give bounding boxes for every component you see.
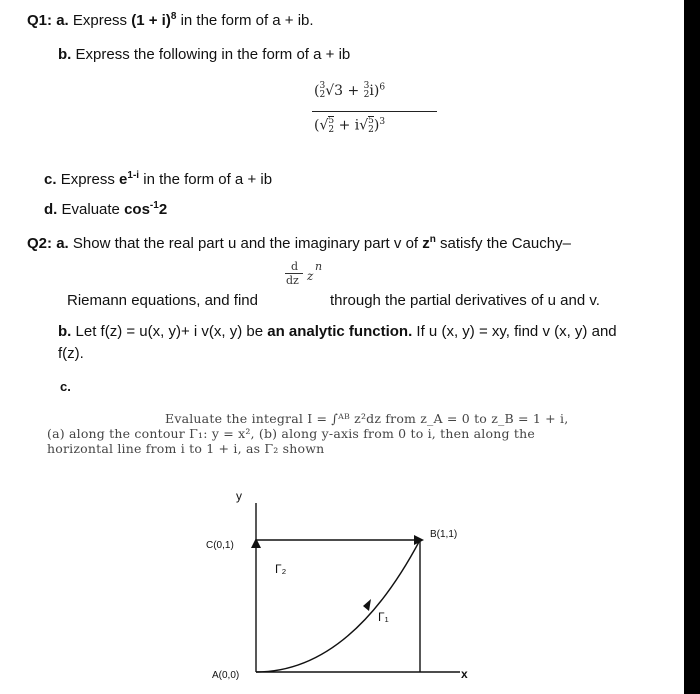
q1b-denominator: (√5 2 + i√5 2)$^3$ — [314, 116, 386, 135]
q2a-line2-before: Riemann equations, and find — [67, 292, 258, 309]
point-b-label: B(1,1) — [430, 529, 458, 540]
q2c-problem-line2: (a) along the contour Γ₁: y = x², (b) along y-axis from 0 to i, then along the — [47, 426, 535, 441]
q1-label: Q1: — [27, 12, 53, 29]
q2b-line2-text: f(z). — [58, 345, 84, 362]
q1c-prefix: c. — [44, 171, 57, 188]
q2c-prefix: c. — [60, 379, 71, 394]
q1d-func: cos — [124, 201, 150, 218]
q2-label: Q2: — [27, 235, 53, 252]
q1b-denominator-power: 3 — [379, 116, 386, 127]
x-axis-label: x — [461, 667, 468, 681]
q1a-text-after: in the form of a + ib. — [176, 12, 314, 29]
q2a-line1-before: Show that the real part u and the imaginary part v of — [72, 235, 423, 252]
q1d-arg: 2 — [158, 201, 168, 218]
q1c-exponent: 1-i — [127, 170, 140, 181]
deriv-denominator: dz — [286, 274, 299, 287]
q1a-text-before: Express — [72, 12, 132, 29]
q1b-numerator-power: 6 — [379, 82, 386, 93]
q2a-line2-after: through the partial derivatives of u and v. — [330, 292, 600, 309]
y-axis-label: y — [236, 489, 242, 503]
q1b-prefix: b. — [58, 46, 72, 63]
q2c-problem-line1: Evaluate the integral I = ∫ᴬᴮ z²dz from z_A = 0 to z_B = 1 + i, — [165, 411, 569, 426]
q1b-text: Express the following in the form of a + ib — [75, 46, 351, 63]
q2b-text-before: Let f(z) = u(x, y)+ i v(x, y) be — [75, 323, 268, 340]
q1a-exponent: 8 — [170, 11, 177, 22]
q2b-prefix: b. — [58, 323, 72, 340]
q2c-problem-line3: horizontal line from i to 1 + i, as Γ₂ shown — [47, 441, 325, 456]
deriv-exp: n — [315, 260, 323, 273]
q2a-zn-exp: n — [429, 234, 436, 245]
q1a-expr: (1 + i) — [131, 12, 171, 29]
deriv-var: z — [307, 269, 314, 283]
q2b-text-after: If u (x, y) = xy, find v (x, y) and — [412, 323, 617, 340]
q1b-numerator: (3 2√3 + 3 2i)$^6$ — [314, 81, 386, 100]
q2a-zn: z — [422, 235, 430, 252]
point-origin-label: A(0,0) — [212, 670, 240, 681]
gamma1-label: Γ₁ — [378, 610, 389, 624]
point-c-label: C(0,1) — [206, 540, 234, 551]
gamma2-label: Γ₂ — [275, 562, 287, 576]
q1d-exponent: -1 — [149, 200, 159, 211]
q2b-bold-text: an analytic function. — [267, 323, 413, 340]
q2a-line1-after: satisfy the Cauchy– — [435, 235, 571, 252]
q1c-text-before: Express — [60, 171, 120, 188]
q1d-text-before: Evaluate — [61, 201, 125, 218]
right-border — [684, 0, 700, 694]
deriv-numerator: d — [291, 260, 299, 273]
q1d-prefix: d. — [44, 201, 58, 218]
gamma1-arrow-head — [363, 599, 371, 611]
gamma1-curve — [256, 540, 420, 672]
q1c-base: e — [119, 171, 128, 188]
q1a-prefix: a. — [56, 12, 69, 29]
q1c-text-after: in the form of a + ib — [139, 171, 273, 188]
q2a-prefix: a. — [56, 235, 69, 252]
gamma2-arrow-head — [414, 535, 424, 545]
